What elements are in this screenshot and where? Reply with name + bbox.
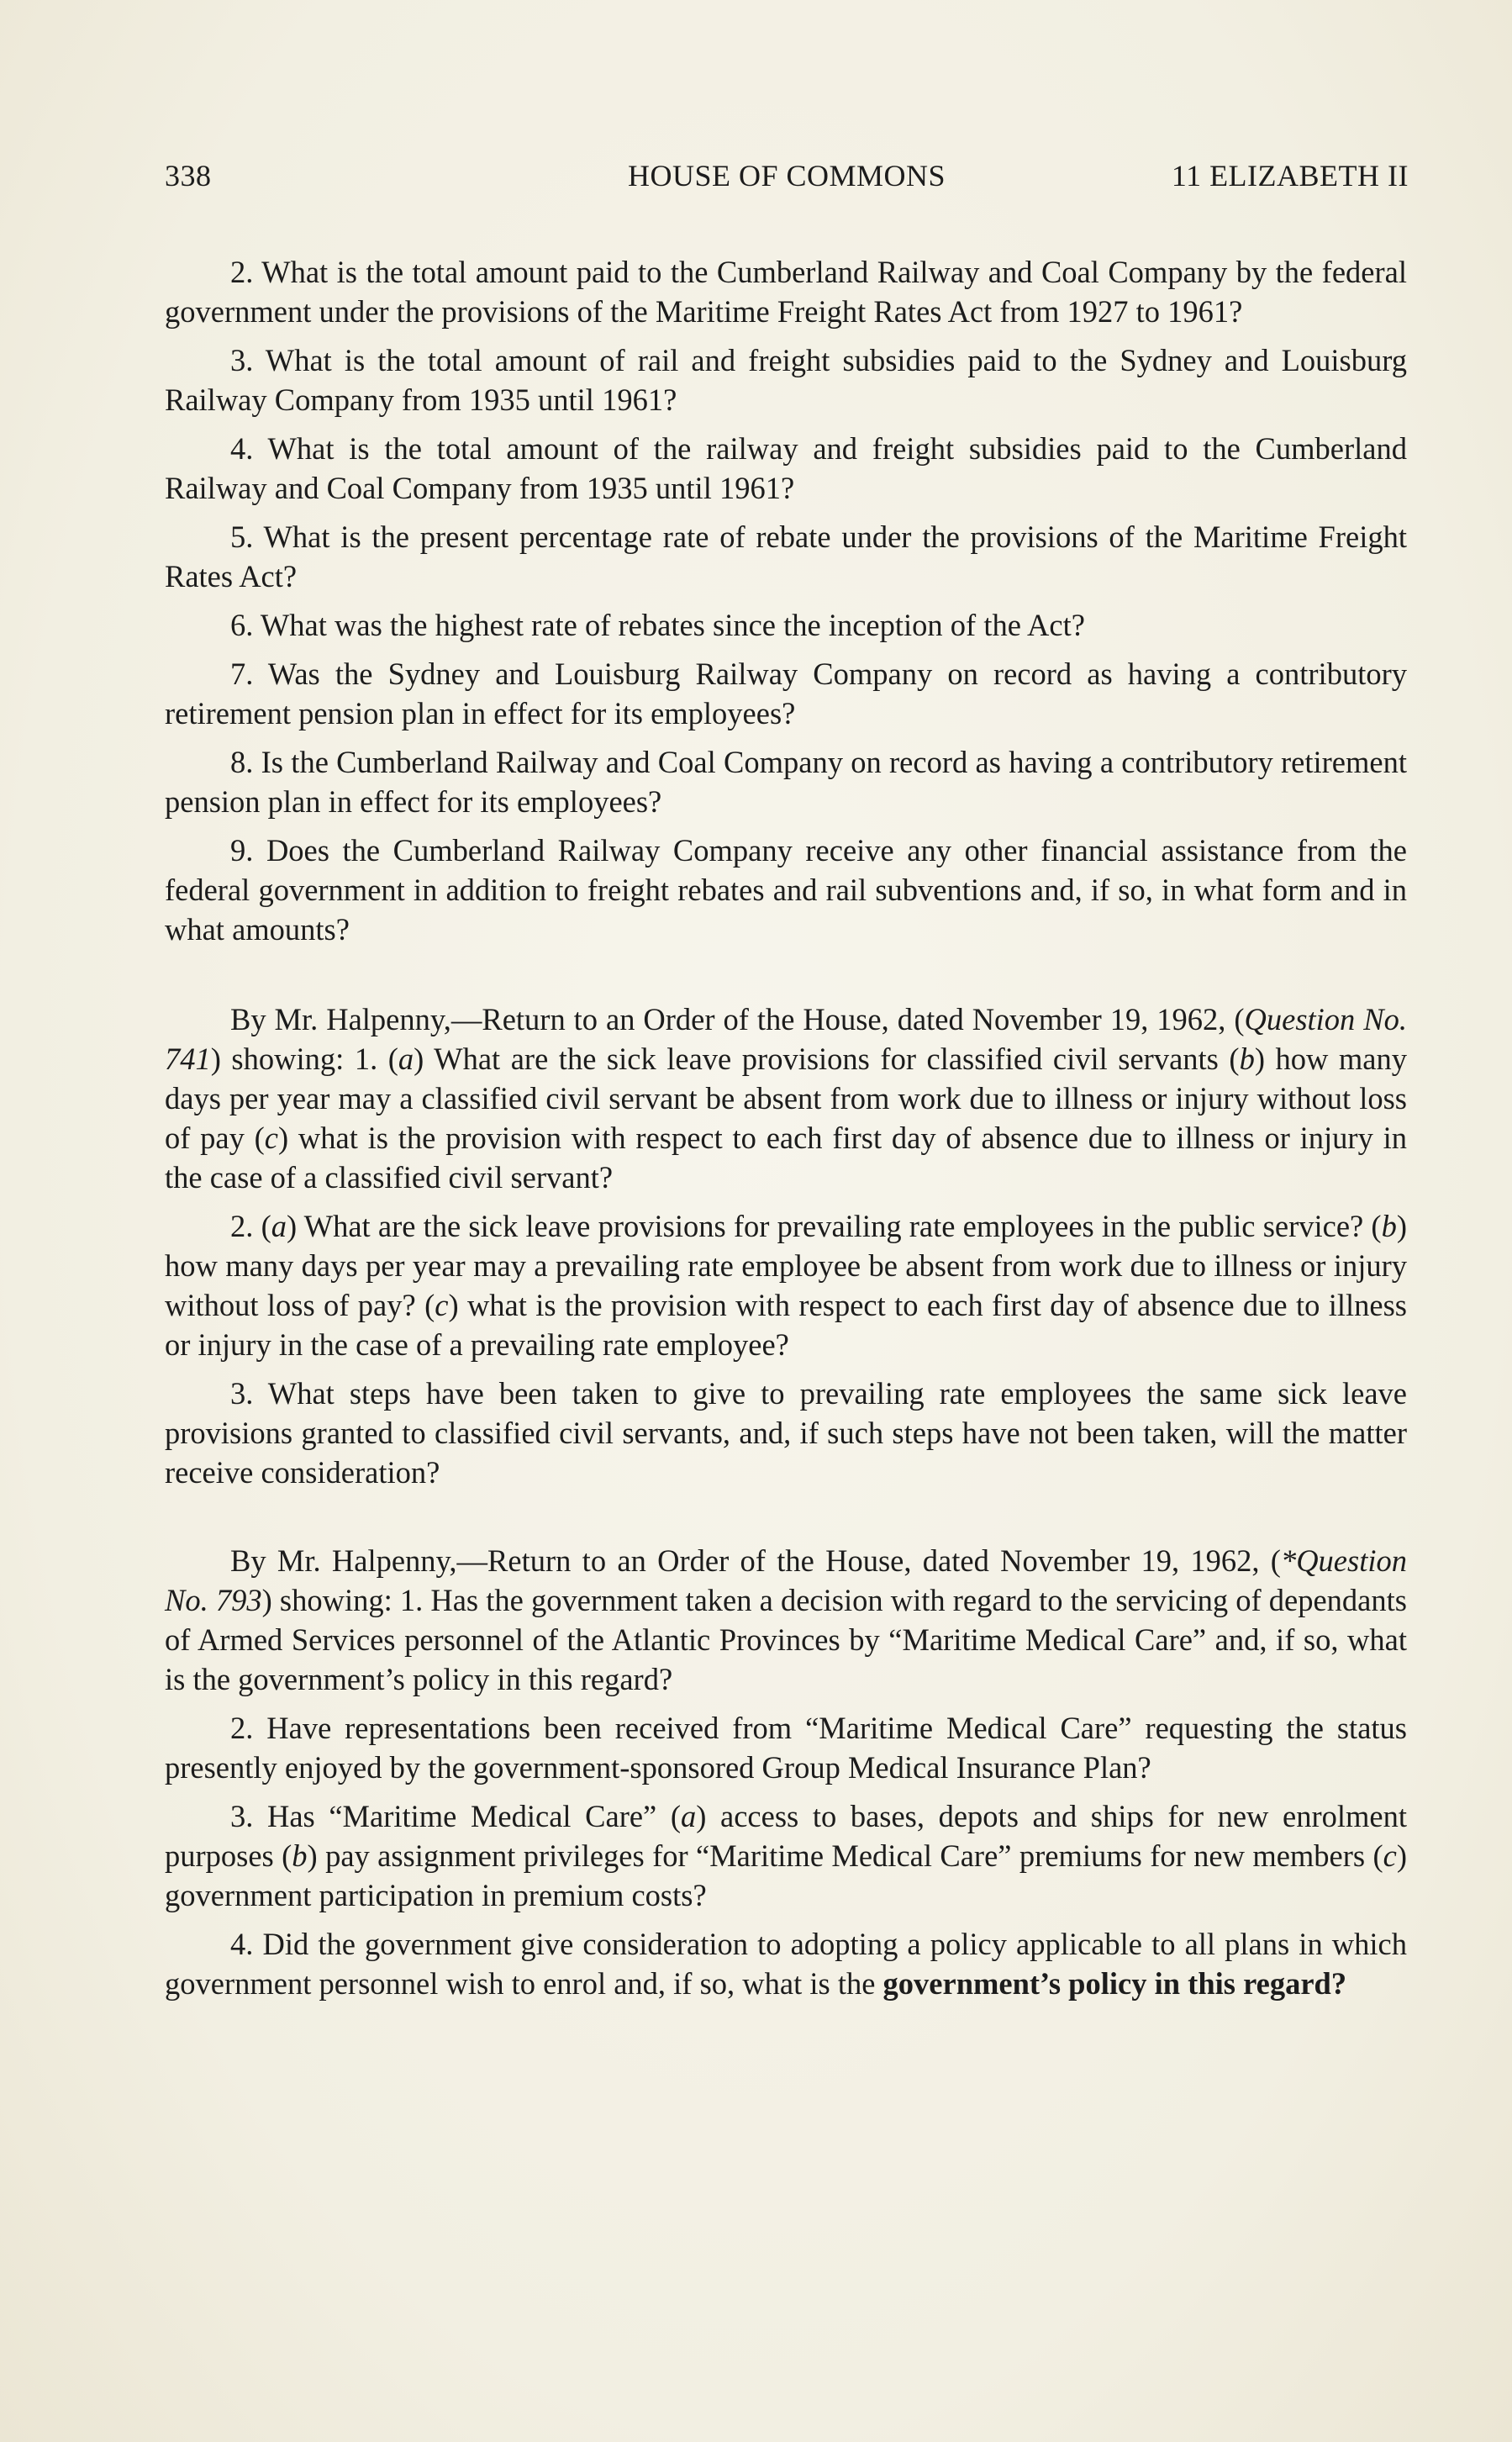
question-3: 3. What is the total amount of rail and freight subsidies paid to the Sydney and Louisburg Railway Company from 1935 until 1961?	[165, 343, 1407, 417]
order-793-question-2: 2. Have representations been received from “Maritime Medical Care” requesting the status presently enjoyed by the government-sponsored Group Medical Insurance Plan?	[165, 1711, 1407, 1785]
page-body	[165, 252, 1407, 2012]
question-5: 5. What is the present percentage rate of rebate under the provisions of the Maritime Freight Rates Act?	[165, 520, 1407, 593]
order-741-question-2: 2. (a) What are the sick leave provisions for prevailing rate employees in the public service? (b) how many days per year may a prevailing rate employee be absent from work due to illness or injury without loss of pay? (c) what is the provision with respect to each first day of absence due to illness or injury in the case of a prevailing rate employee?	[165, 1209, 1408, 1362]
order-741-intro: By Mr. Halpenny,—Return to an Order of the House, dated November 19, 1962, (Question No. 741) showing: 1. (a) What are the sick leave provisions for classified civil servants (b) how many days per year may a classified civil servant be absent from work due to illness or injury without loss of pay (c) what is the provision with respect to each first day of absence due to illness or injury in the case of a classified civil servant?	[165, 1002, 1407, 1195]
question-8: 8. Is the Cumberland Railway and Coal Company on record as having a contributory retirement pension plan in effect for its employees?	[165, 745, 1407, 819]
regnal-year: 11 ELIZABETH II	[1171, 159, 1409, 193]
question-9: 9. Does the Cumberland Railway Company receive any other financial assistance from the federal government in addition to freight rebates and rail subventions and, if so, in what form and in what amounts?	[165, 833, 1407, 947]
question-2: 2. What is the total amount paid to the Cumberland Railway and Coal Company by the federal government under the provisions of the Maritime Freight Rates Act from 1927 to 1961?	[165, 255, 1407, 329]
page-number: 338	[165, 159, 212, 193]
page-header	[165, 158, 1409, 205]
page-title: HOUSE OF COMMONS	[627, 159, 946, 193]
order-793-intro: By Mr. Halpenny,—Return to an Order of the House, dated November 19, 1962, (*Question No. 793) showing: 1. Has the government taken a decision with regard to the servicing of dependants of Armed Services personnel of the Atlantic Provinces by “Maritime Medical Care” and, if so, what is the government’s policy in this regard?	[165, 1543, 1407, 1696]
question-6: 6. What was the highest rate of rebates since the inception of the Act?	[230, 608, 1085, 642]
order-793-question-3: 3. Has “Maritime Medical Care” (a) access to bases, depots and ships for new enrolment purposes (b) pay assignment privileges for “Maritime Medical Care” premiums for new members (c) government participation in premium costs?	[165, 1799, 1407, 1912]
question-7: 7. Was the Sydney and Louisburg Railway Company on record as having a contributory retirement pension plan in effect for its employees?	[165, 657, 1407, 730]
order-741-question-3: 3. What steps have been taken to give to prevailing rate employees the same sick leave provisions granted to classified civil servants, and, if such steps have not been taken, will the matter receive consideration?	[165, 1376, 1407, 1490]
order-793-question-4: 4. Did the government give consideration to adopting a policy applicable to all plans in which government personnel wish to enrol and, if so, what is the government’s policy in this regard?	[165, 1927, 1407, 2001]
question-4: 4. What is the total amount of the railway and freight subsidies paid to the Cumberland Railway and Coal Company from 1935 until 1961?	[165, 431, 1407, 505]
